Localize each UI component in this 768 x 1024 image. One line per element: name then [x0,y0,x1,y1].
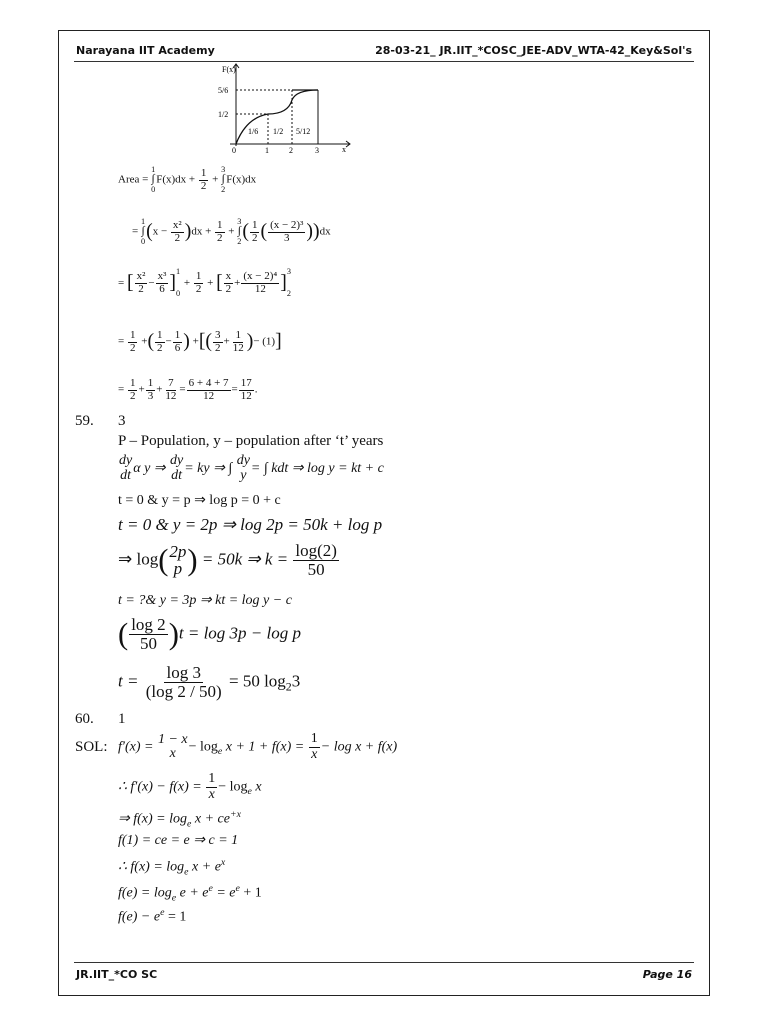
q59-line-2: t = 0 & y = p ⇒ log p = 0 + c [118,493,281,508]
y-tick-1-2: 1/2 [218,110,229,119]
q60-line-7: $f(e) - e^e = 1$ [118,907,187,925]
area-line-4: = $\frac{1}{2}$ +( $\frac{1}{2}$ − $\frac{1}{6}$ ) +[( $\frac{3}{2}$ + $\frac{1}{12}$ )− (1)] [118,329,282,354]
y-axis-label: F(x) [222,65,236,74]
q59-line-4: ⇒ log( 2p p ) = 50k ⇒ k = $\frac{\log(2)}{50}$ [118,541,337,579]
area-line-5: = $\frac{1}{2}$ + $\frac{1}{3}$ + $\frac{7}{12}$ = $\frac{6 + 4 + 7}{12}$ = $\frac{17}{12}$ . [118,377,258,402]
footer-page-number: Page 16 [642,968,692,981]
area-line-1: Area = 1 ∫ 0 F(x)dx + $\frac{1}{2}$ + 3 ∫ 2 F(x)dx [118,165,257,194]
page-header [76,44,692,62]
q59-line-5: t = ?& y = 3p ⇒ kt = log y − c [118,593,292,608]
header-institute: Narayana IIT Academy [76,44,215,57]
q59-description: P – Population, y – population after ‘t’ years [118,433,384,449]
x-tick-1: 1 [265,146,269,155]
region-label-2: 1/2 [273,127,284,136]
q60-line-5: ∴ $f(x) = \log_e x + e^x$ [118,857,226,878]
q60-answer: 1 [118,711,126,727]
area-graph [210,60,360,155]
footer-batch: JR.IIT_*CO SC [76,968,158,981]
q60-line-4: f(1) = ce = e ⇒ c = 1 [118,833,239,848]
q59-answer: 3 [118,413,126,429]
q60-number: 60. [75,711,94,727]
x-axis-label: x [342,145,346,154]
x-tick-2: 2 [289,146,293,155]
x-tick-3: 3 [315,146,319,155]
region-label-3: 5/12 [296,127,311,136]
region-label-1: 1/6 [248,127,259,136]
origin-label: 0 [232,146,236,155]
q59-line-3: t = 0 & y = 2p ⇒ log 2p = 50k + log p [118,515,383,534]
q59-number: 59. [75,413,94,429]
y-tick-5-6: 5/6 [218,86,229,95]
area-label: Area = [118,173,149,186]
q60-line-3: ⇒ $f(x) = \log_e x + ce^{+x}$ [118,809,241,830]
q59-line-6: ( $\frac{\log 2}{50}$ )t = log 3p − log p [118,615,302,653]
header-rule [74,61,694,62]
q59-line-1: dy dt α y ⇒ dy dt = ky ⇒ ∫ dy y = ∫ kdt ⇒ log y = kt + c [119,453,384,483]
area-line-2: = 1 ∫ 0 (x − $\frac{\text{x²}}{2}$ )dx + $\frac{1}{2}$ + 3 ∫ 2 ( $\frac{1}{2}$ ( $\frac{\text{(x − 2)³}}{3}$ ))dx [132,217,331,246]
q60-sol-label: SOL: [75,739,108,755]
q60-line-2: ∴ f′(x) − f(x) = $\frac{1}{x}$ − $\log_e x$ [118,771,262,802]
header-paper-code: 28-03-21_ JR.IIT_*COSC_JEE-ADV_WTA-42_Key&Sol's [375,44,692,57]
q59-line-7: t = $\frac{\log 3}{(\log 2 / 50)}$ = 50 $\log_23$ [118,663,301,701]
footer-rule [74,962,694,963]
area-line-3: = [ $\frac{\text{x²}}{2}$ − $\frac{\text{x³}}{6}$ ] 1 0 + $\frac{1}{2}$ + [ $\frac{x}{2}$ + $\frac{\text{(x − 2)⁴}}{12}$ ] 3 2 [118,267,291,299]
q60-line-1: f′(x) = 1 − x x − $\log_e x + 1 + f(x)$ = $\frac{1}{x}$ − log x + f(x) [118,731,398,762]
curve-right [268,90,318,114]
page-footer [76,968,692,986]
q60-line-6: $f(e) = \log_e e + e^e = e^e + 1$ [118,883,262,904]
